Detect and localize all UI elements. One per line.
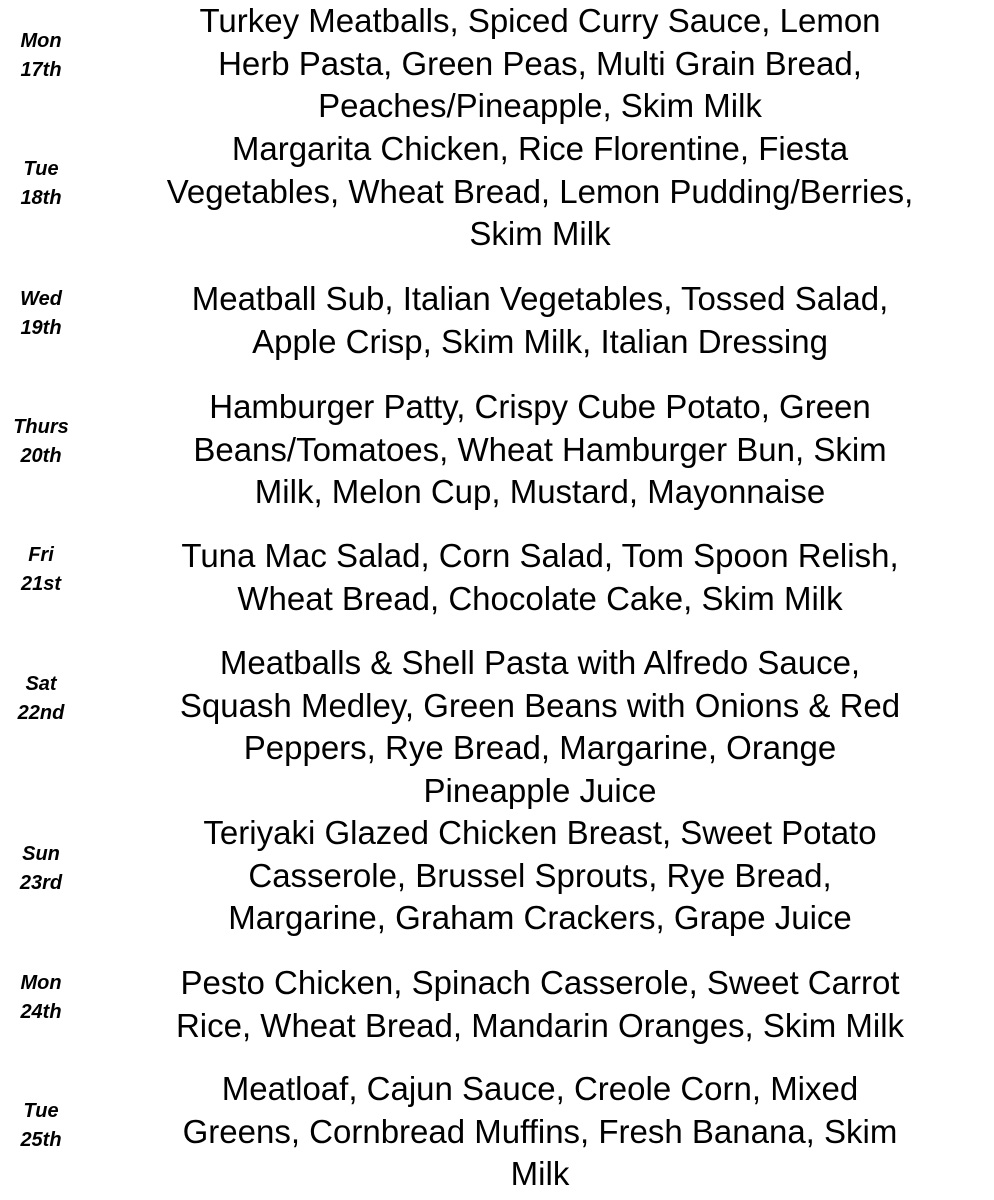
- meal-description: Hamburger Patty, Crispy Cube Potato, Green Beans/Tomatoes, Wheat Hamburger Bun, Skim Milk, Melon Cup, Mustard, Mayonnaise: [193, 388, 887, 510]
- meal-description: Pesto Chicken, Spinach Casserole, Sweet Carrot Rice, Wheat Bread, Mandarin Oranges, Skim Milk: [175, 964, 905, 1044]
- day-label: [0, 413, 82, 471]
- meal-description: Meatloaf, Cajun Sauce, Creole Corn, Mixed Greens, Cornbread Muffins, Fresh Banana, Skim Milk: [182, 1070, 898, 1192]
- day-label: [0, 670, 82, 728]
- weekday: Wed: [20, 288, 62, 310]
- date: 21st: [20, 573, 62, 595]
- weekday: Sat: [25, 673, 57, 695]
- date: 19th: [20, 317, 62, 339]
- day-label: [0, 1097, 82, 1155]
- meal-description: Margarita Chicken, Rice Florentine, Fiesta Vegetables, Wheat Bread, Lemon Pudding/Berries, Skim Milk: [166, 130, 914, 252]
- weekday: Tue: [23, 158, 59, 180]
- day-label: [0, 27, 82, 85]
- date: 18th: [20, 187, 62, 209]
- meal-description: Meatball Sub, Italian Vegetables, Tossed Salad, Apple Crisp, Skim Milk, Italian Dressing: [191, 280, 889, 360]
- meal-description: Meatballs & Shell Pasta with Alfredo Sauce, Squash Medley, Green Beans with Onions & Red Peppers, Rye Bread, Margarine, Orange Pineapple Juice: [179, 644, 901, 809]
- date: 22nd: [17, 702, 65, 724]
- day-label: [0, 541, 82, 599]
- meal-description: Turkey Meatballs, Spiced Curry Sauce, Lemon Herb Pasta, Green Peas, Multi Grain Bread, Peaches/Pineapple, Skim Milk: [199, 2, 881, 124]
- meal-description: Tuna Mac Salad, Corn Salad, Tom Spoon Relish, Wheat Bread, Chocolate Cake, Skim Milk: [181, 537, 899, 617]
- weekday: Thurs: [13, 416, 69, 438]
- day-label: [0, 840, 82, 898]
- weekday: Fri: [28, 544, 54, 566]
- weekday: Mon: [20, 972, 62, 994]
- day-label: [0, 285, 82, 343]
- date: 24th: [20, 1001, 62, 1023]
- meal-description: Teriyaki Glazed Chicken Breast, Sweet Potato Casserole, Brussel Sprouts, Rye Bread, Margarine, Graham Crackers, Grape Juice: [203, 814, 877, 936]
- date: 17th: [20, 59, 62, 81]
- date: 23rd: [19, 872, 63, 894]
- day-label: [0, 155, 82, 213]
- date: 25th: [20, 1129, 62, 1151]
- weekday: Sun: [22, 843, 60, 865]
- weekday: Tue: [23, 1100, 59, 1122]
- date: 20th: [20, 445, 62, 467]
- weekday: Mon: [20, 30, 62, 52]
- day-label: [0, 969, 82, 1027]
